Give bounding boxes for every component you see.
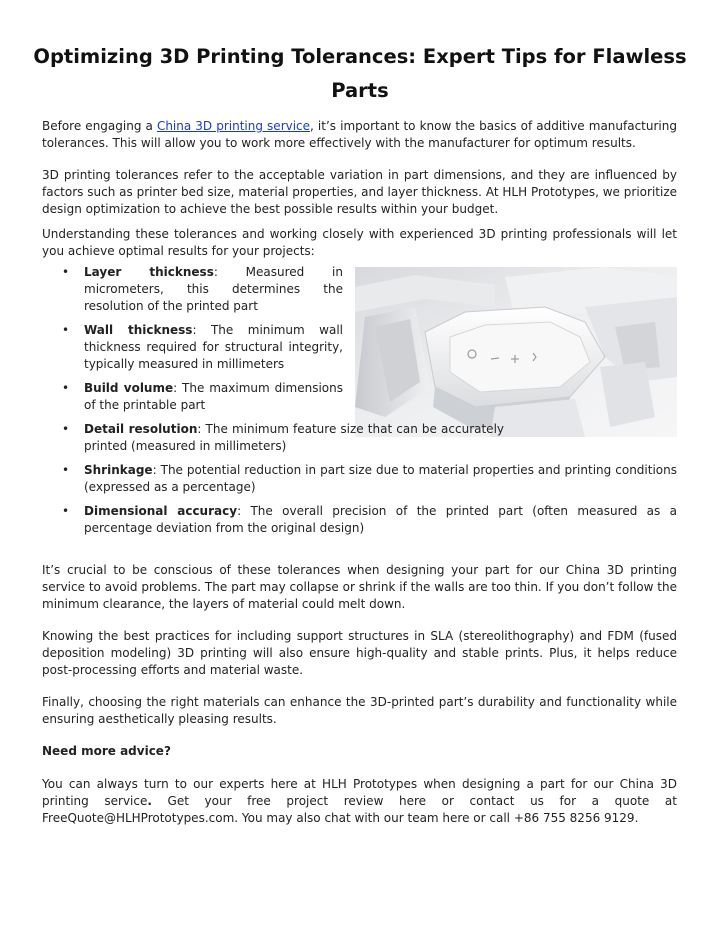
list-item bbox=[62, 380, 343, 414]
list-item-desc: : The minimum wall thickness required for structural integrity, typically measured in millimeters bbox=[84, 323, 344, 371]
list-item bbox=[62, 322, 343, 373]
closing-text-end: Get your free project review here or contact us for a quote at FreeQuote@HLHPrototypes.com. You may also chat with our team here or call +86 755 8256 9129. bbox=[42, 794, 677, 825]
bullet-icon: • bbox=[62, 265, 70, 279]
list-item bbox=[62, 421, 504, 455]
list-item-term: Wall thickness bbox=[84, 323, 193, 337]
closing-period: . bbox=[147, 794, 152, 808]
best-practices-paragraph: Knowing the best practices for including support structures in SLA (stereolithography) and FDM (fused deposition modeling) 3D printing will also ensure high-quality and stable prints. Plus, it helps reduce post-processing efforts and material waste. bbox=[42, 629, 677, 677]
list-item-desc: : The minimum feature size that can be accurately printed (measured in millimeters) bbox=[84, 422, 505, 453]
bullet-icon: • bbox=[62, 323, 70, 337]
list-item-term: Layer thickness bbox=[84, 265, 214, 279]
crucial-paragraph: It’s crucial to be conscious of these tolerances when designing your part for our China 3D printing service to avoid problems. The part may collapse or shrink if the walls are too thin. If you don’t follow the minimum clearance, the layers of material could melt down. bbox=[42, 563, 677, 611]
list-item-term: Detail resolution bbox=[84, 422, 198, 436]
page-title: Optimizing 3D Printing Tolerances: Expert Tips for Flawless Parts bbox=[33, 45, 687, 102]
bullet-icon: • bbox=[62, 422, 70, 436]
intro-text-start: Before engaging a bbox=[42, 119, 157, 133]
list-item bbox=[62, 503, 677, 537]
list-item-term: Dimensional accuracy bbox=[84, 504, 238, 518]
list-item-desc: : The maximum dimensions of the printable part bbox=[84, 381, 343, 412]
tolerance-list bbox=[62, 264, 677, 544]
china-3d-printing-service-link[interactable]: China 3D printing service bbox=[156, 119, 311, 133]
tolerances-paragraph: 3D printing tolerances refer to the acceptable variation in part dimensions, and they are influenced by factors such as printer bed size, material properties, and layer thickness. At HLH Prototypes, we prioritize design optimization to achieve the best possible results within your budget. bbox=[42, 168, 677, 216]
closing-text-start: You can always turn to our experts here at HLH Prototypes when designing a part for our China 3D printing service bbox=[42, 777, 677, 808]
bullet-icon: • bbox=[62, 463, 70, 477]
list-item-term: Shrinkage bbox=[84, 463, 153, 477]
understanding-paragraph: Understanding these tolerances and working closely with experienced 3D printing professionals will let you achieve optimal results for your projects: bbox=[42, 227, 677, 258]
intro-text-end: , it’s important to know the basics of additive manufacturing tolerances. This will allow you to work more effectively with the manufacturer for optimum results. bbox=[42, 119, 677, 150]
list-item-desc: : Measured in micrometers, this determines the resolution of the printed part bbox=[84, 265, 343, 313]
intro-paragraph bbox=[42, 118, 677, 152]
list-item bbox=[62, 462, 677, 496]
list-item bbox=[62, 264, 343, 315]
materials-paragraph: Finally, choosing the right materials can enhance the 3D-printed part’s durability and functionality while ensuring aesthetically pleasing results. bbox=[42, 695, 677, 726]
bullet-icon: • bbox=[62, 381, 70, 395]
bullet-icon: • bbox=[62, 504, 70, 518]
list-item-term: Build volume bbox=[84, 381, 174, 395]
closing-paragraph bbox=[42, 776, 677, 827]
list-item-desc: : The potential reduction in part size due to material properties and printing conditions (expressed as a percentage) bbox=[84, 463, 677, 494]
advice-heading: Need more advice? bbox=[42, 744, 171, 758]
list-item-desc: : The overall precision of the printed part (often measured as a percentage deviation from the original design) bbox=[84, 504, 677, 535]
